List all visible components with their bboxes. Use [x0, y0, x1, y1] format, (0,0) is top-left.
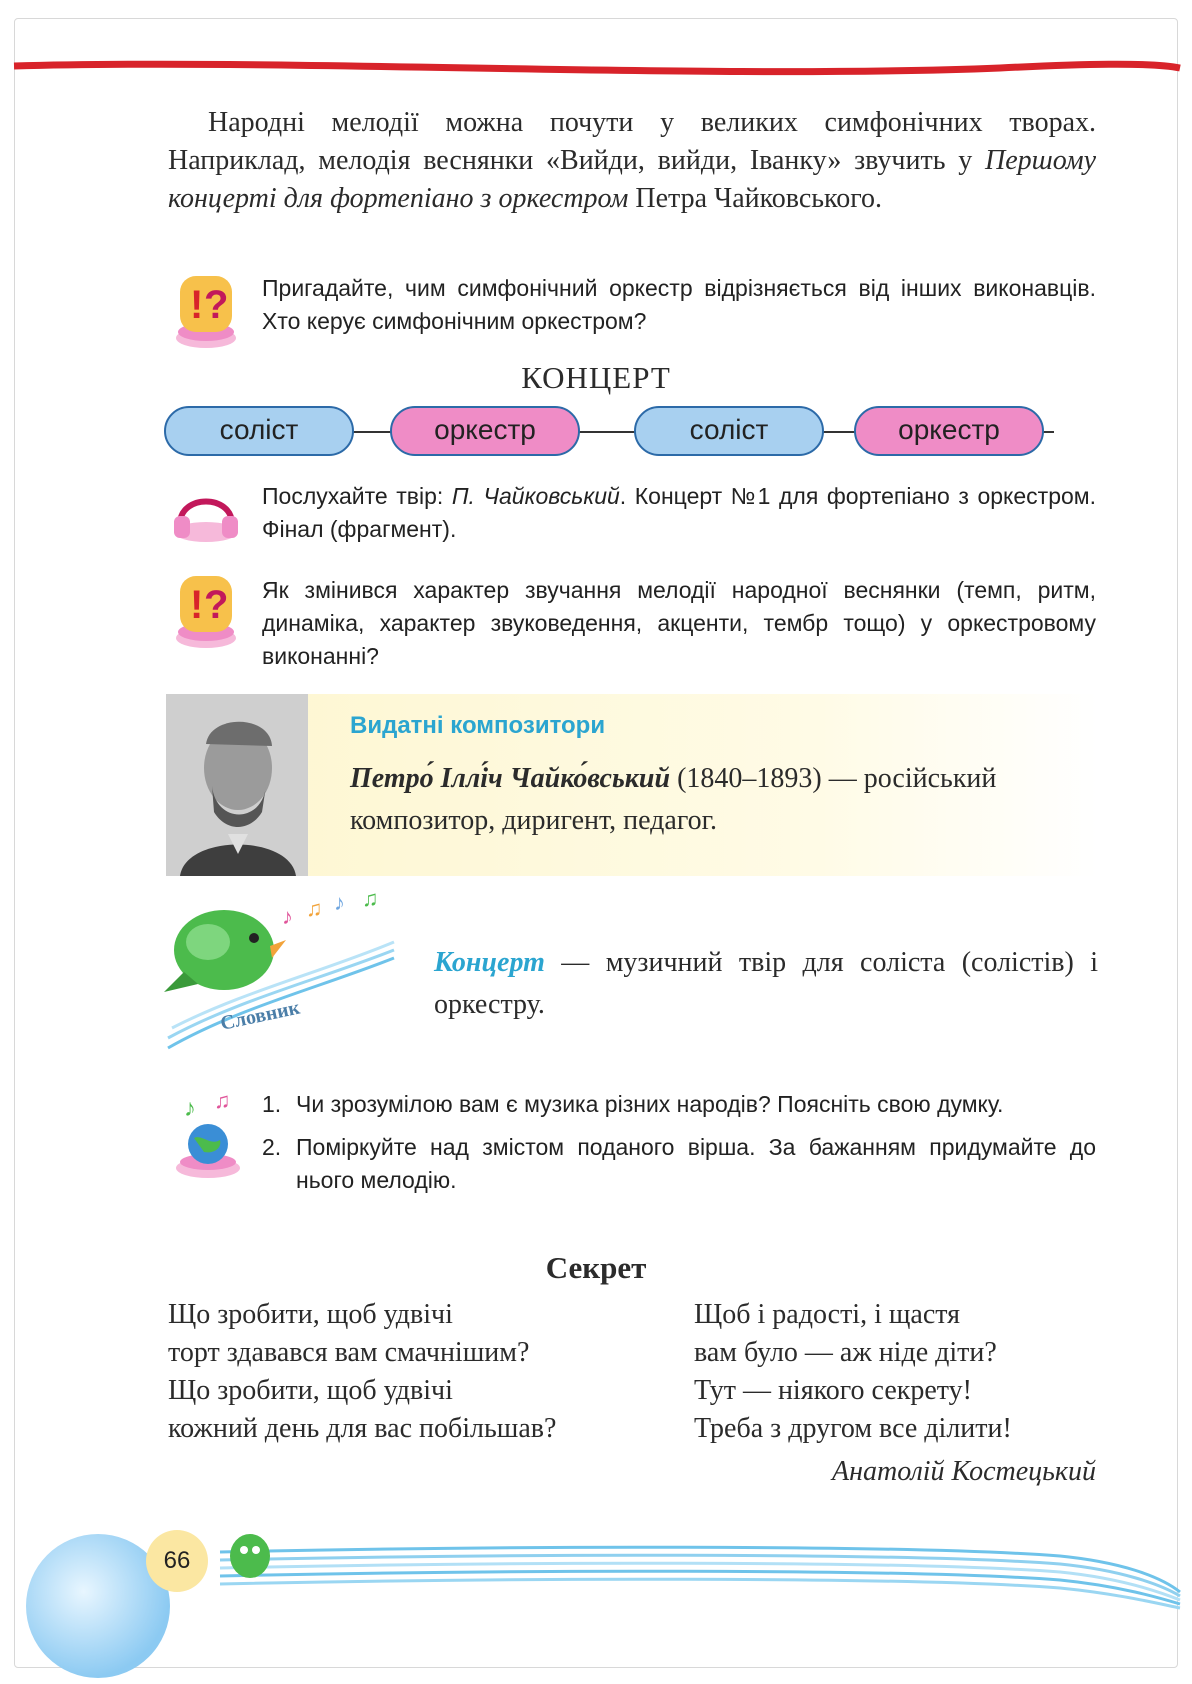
scheme-orchestra-1: оркестр — [390, 406, 580, 456]
composer-portrait — [166, 694, 308, 876]
listen-composer: П. Чайковський — [451, 483, 620, 509]
scheme-orchestra-2: оркестр — [854, 406, 1044, 456]
listen-task — [262, 480, 1096, 546]
question-recall-orchestra: Пригадайте, чим симфонічний оркестр відрізняється від інших виконавців. Хто керує симфонічним оркестром? — [262, 275, 1096, 334]
intro-text: Народні мелодії можна почути у великих симфонічних творах. Наприклад, мелодія веснянки «Вийди, вийди, Іванку» звучить у — [168, 107, 1096, 176]
dictionary-term: Концерт — [434, 947, 545, 978]
svg-text:♪: ♪ — [334, 890, 345, 915]
listen-work: . Концерт №1 для фортепіано з оркестром. Фінал (фрагмент). — [262, 483, 1096, 542]
composer-heading: Видатні композитори — [350, 712, 606, 739]
svg-text:?: ? — [204, 283, 229, 327]
svg-text:♫: ♫ — [362, 888, 379, 911]
svg-text:!: ! — [190, 283, 204, 327]
svg-text:?: ? — [204, 583, 229, 627]
top-red-wave — [0, 40, 1192, 90]
poem-line: Треба з другом все ділити! — [694, 1413, 1012, 1444]
listen-prefix: Послухайте твір: — [262, 483, 452, 509]
concert-scheme-title: КОНЦЕРТ — [521, 360, 671, 395]
poem-left-stanza — [168, 1296, 556, 1448]
task-text: Чи зрозумілою вам є музика різних народів? Поясніть свою думку. — [296, 1091, 1004, 1117]
headphones-icon — [170, 480, 242, 560]
svg-text:♫: ♫ — [214, 1088, 231, 1113]
task-item-1 — [262, 1088, 1096, 1121]
scheme-soloist-2: соліст — [634, 406, 824, 456]
composer-name: Петро́ Іллі́ч Чайко́вський — [350, 763, 671, 794]
task-text: Поміркуйте над змістом поданого вірша. За бажанням придумайте до нього мелодію. — [296, 1134, 1096, 1193]
dictionary-definition — [434, 942, 1098, 1026]
task-item-2 — [262, 1131, 1096, 1197]
globe-music-icon — [170, 1088, 242, 1180]
poem-author: Анатолій Костецький — [832, 1456, 1096, 1487]
poem-right-stanza — [694, 1296, 1012, 1448]
dictionary-meaning: — музичний твір для соліста (солістів) і оркестру. — [434, 947, 1098, 1020]
intro-text-end: Петра Чайковського. — [628, 183, 883, 214]
poem-line: Щоб і радості, і щастя — [694, 1299, 961, 1330]
svg-text:!: ! — [190, 583, 204, 627]
question-mark-icon — [170, 572, 242, 652]
page-number: 66 — [146, 1530, 208, 1592]
poem-line: Що зробити, щоб удвічі — [168, 1375, 453, 1406]
task-number: 2. — [262, 1134, 282, 1160]
question-melody-change: Як змінився характер звучання мелодії народної веснянки (темп, ритм, динаміка, характер звуковедення, акценти, тембр тощо) у оркестровому виконанні? — [262, 577, 1096, 669]
poem-line: Що зробити, щоб удвічі — [168, 1299, 453, 1330]
poem-line: вам було — аж ніде діти? — [694, 1337, 997, 1368]
dictionary-bird-illustration — [158, 888, 402, 1056]
question-mark-icon — [170, 272, 242, 352]
poem-line: кожний день для вас побільшав? — [168, 1413, 557, 1444]
composer-bio — [350, 758, 1080, 842]
composer-description: (1840–1893) — російський композитор, диригент, педагог. — [350, 763, 997, 836]
scheme-soloist-1: соліст — [164, 406, 354, 456]
poem-title: Секрет — [545, 1250, 647, 1285]
concert-scheme — [164, 402, 1094, 460]
svg-text:♪: ♪ — [282, 904, 293, 929]
poem-line: торт здавався вам смачнішим? — [168, 1337, 530, 1368]
task-number: 1. — [262, 1091, 282, 1117]
poem-line: Тут — ніякого секрету! — [694, 1375, 972, 1406]
intro-italic-title: Першому концерті для фортепіано з оркестром — [168, 145, 1096, 214]
intro-paragraph — [168, 104, 1096, 218]
svg-text:♪: ♪ — [184, 1096, 196, 1122]
task-list — [262, 1088, 1096, 1207]
svg-text:♫: ♫ — [306, 896, 323, 921]
dictionary-label: Словник — [218, 996, 302, 1035]
